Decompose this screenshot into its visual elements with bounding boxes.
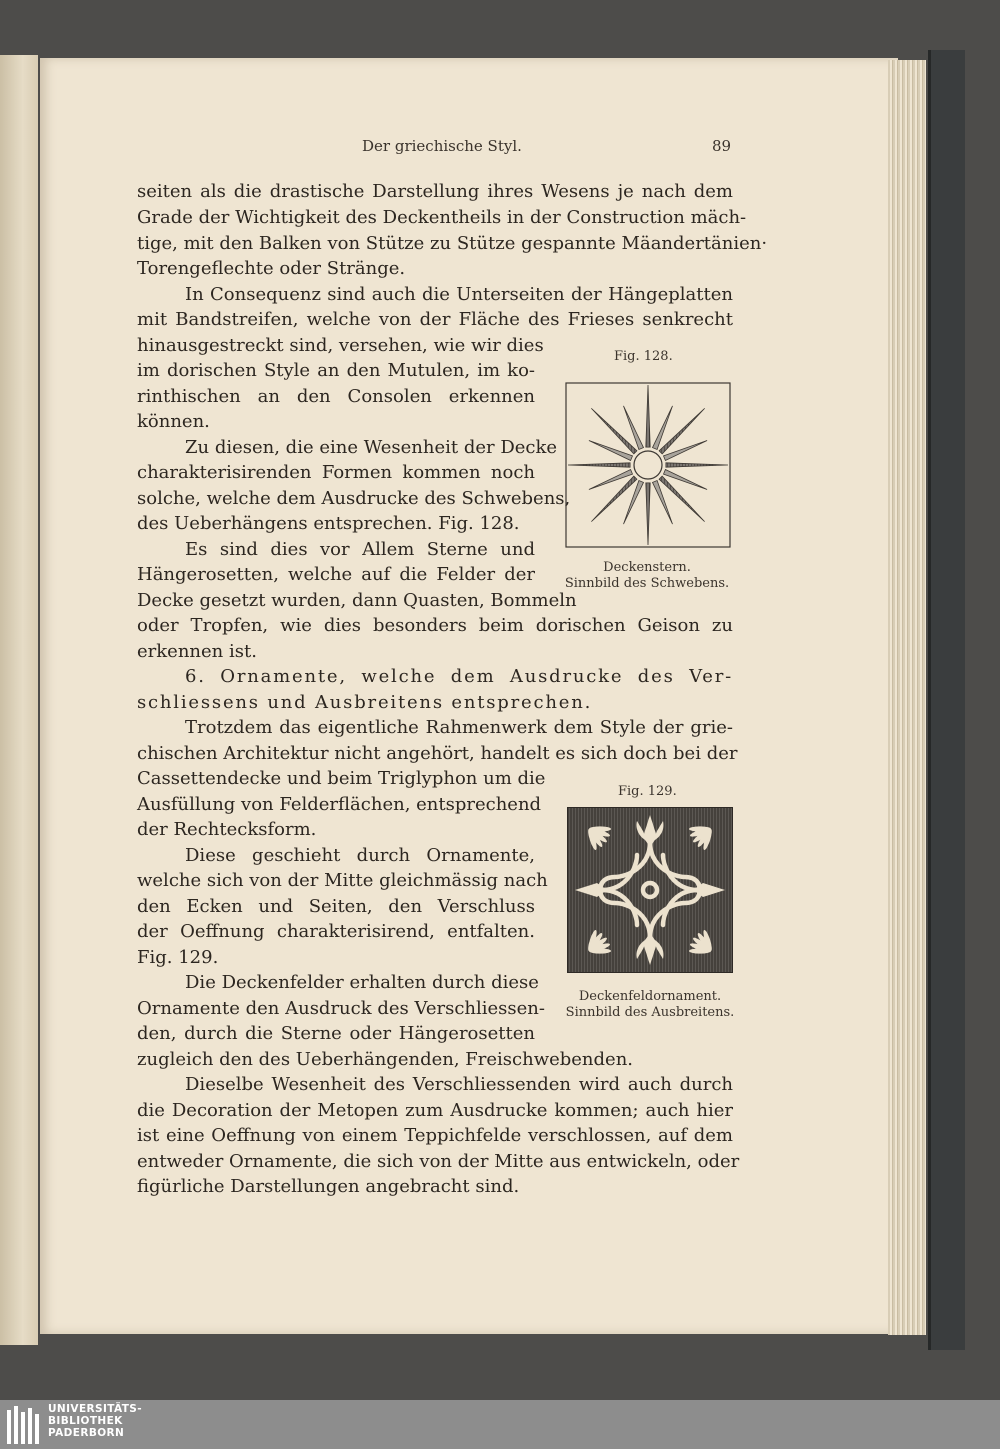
- text-line: oder Tropfen, wie dies besonders beim dorischen Geison zu: [137, 615, 733, 636]
- text-line: Grade der Wichtigkeit des Deckentheils in der Construction mäch-: [137, 207, 747, 228]
- text-line: können.: [137, 411, 210, 432]
- text-line: Die Deckenfelder erhalten durch diese: [185, 972, 539, 993]
- page-number: 89: [712, 137, 732, 155]
- fig129-caption-title: Deckenfeldornament.: [578, 989, 722, 1004]
- text-line: charakterisirenden Formen kommen noch: [137, 462, 535, 483]
- text-line: welche sich von der Mitte gleichmässig nach: [137, 870, 548, 891]
- text-line: Decke gesetzt wurden, dann Quasten, Bommeln: [137, 590, 577, 611]
- section-heading-line: 6. Ornamente, welche dem Ausdrucke des Ver-: [185, 666, 733, 687]
- star-ray: [659, 476, 705, 521]
- library-name: [48, 1403, 142, 1439]
- text-line: figürliche Darstellungen angebracht sind.: [137, 1176, 520, 1197]
- library-name-line: PADERBORN: [48, 1427, 125, 1439]
- star-ray: [591, 408, 637, 454]
- star-ray: [646, 385, 650, 447]
- text-line: Ausfüllung von Felderflächen, entsprechend: [137, 794, 542, 815]
- text-line: die Decoration der Metopen zum Ausdrucke kommen; auch hier: [137, 1100, 733, 1121]
- text-line: des Ueberhängens entsprechen. Fig. 128.: [137, 513, 520, 534]
- text-line: Fig. 129.: [137, 947, 219, 968]
- text-line: den, durch die Sterne oder Hängerosetten: [137, 1023, 535, 1044]
- left-page-edge: [0, 55, 38, 1345]
- star-ray: [646, 483, 650, 545]
- section-heading-line: schliessens und Ausbreitens entsprechen.: [137, 692, 593, 713]
- text-line: tige, mit den Balken von Stütze zu Stütze gespannte Mäandertänien·: [137, 233, 768, 254]
- running-head-title: Der griechische Styl.: [362, 137, 522, 155]
- text-line: Es sind dies vor Allem Sterne und: [185, 539, 535, 560]
- fig128-label: Fig. 128.: [614, 349, 673, 364]
- star-ray: [591, 476, 637, 521]
- fig129-ornament-illustration: [567, 807, 733, 977]
- text-line: hinausgestreckt sind, versehen, wie wir dies: [137, 335, 544, 356]
- text-line: solche, welche dem Ausdrucke des Schwebens,: [137, 488, 571, 509]
- star-ray: [568, 463, 630, 467]
- text-line: Dieselbe Wesenheit des Verschliessenden wird auch durch: [185, 1074, 733, 1095]
- page-edges: [888, 60, 926, 1335]
- text-line: In Consequenz sind auch die Unterseiten der Hängeplatten: [185, 284, 733, 305]
- star-ray: [666, 463, 728, 467]
- text-line: erkennen ist.: [137, 641, 257, 662]
- text-line: zugleich den des Ueberhängenden, Freischwebenden.: [137, 1049, 634, 1070]
- text-line: Torengeflechte oder Stränge.: [137, 258, 406, 279]
- fig128-caption-title: Deckenstern.: [603, 560, 691, 575]
- text-line: mit Bandstreifen, welche von der Fläche des Frieses senkrecht: [137, 309, 733, 330]
- text-line: der Rechtecksform.: [137, 819, 317, 840]
- text-line: rinthischen an den Consolen erkennen: [137, 386, 535, 407]
- library-name-line: BIBLIOTHEK: [48, 1415, 123, 1427]
- text-line: entweder Ornamente, die sich von der Mitte aus entwickeln, oder: [137, 1151, 740, 1172]
- library-name-line: UNIVERSITÄTS-: [48, 1403, 143, 1415]
- library-logo-icon: [6, 1404, 42, 1444]
- text-line: den Ecken und Seiten, den Verschluss: [137, 896, 535, 917]
- star-ray: [659, 408, 705, 454]
- text-line: Zu diesen, die eine Wesenheit der Decke: [185, 437, 558, 458]
- book-cover: [928, 50, 965, 1350]
- text-line: Ornamente den Ausdruck des Verschliessen-: [137, 998, 545, 1019]
- fig128-star-illustration: [565, 382, 731, 552]
- text-line: im dorischen Style an den Mutulen, im ko-: [137, 360, 535, 381]
- fig128-caption-subtitle: Sinnbild des Schwebens.: [564, 576, 730, 591]
- text-line: chischen Architektur nicht angehört, handelt es sich doch bei der: [137, 743, 738, 764]
- text-line: der Oeffnung charakterisirend, entfalten.: [137, 921, 535, 942]
- text-line: Cassettendecke und beim Triglyphon um die: [137, 768, 546, 789]
- text-line: Trotzdem das eigentliche Rahmenwerk dem Style der grie-: [185, 717, 733, 738]
- text-line: Hängerosetten, welche auf die Felder der: [137, 564, 535, 585]
- text-line: Diese geschieht durch Ornamente,: [185, 845, 535, 866]
- text-line: seiten als die drastische Darstellung ihres Wesens je nach dem: [137, 181, 733, 202]
- fig129-label: Fig. 129.: [618, 784, 677, 799]
- library-footer: [0, 1400, 1000, 1449]
- text-line: ist eine Oeffnung von einem Teppichfelde verschlossen, auf dem: [137, 1125, 733, 1146]
- fig129-caption-subtitle: Sinnbild des Ausbreitens.: [565, 1005, 735, 1020]
